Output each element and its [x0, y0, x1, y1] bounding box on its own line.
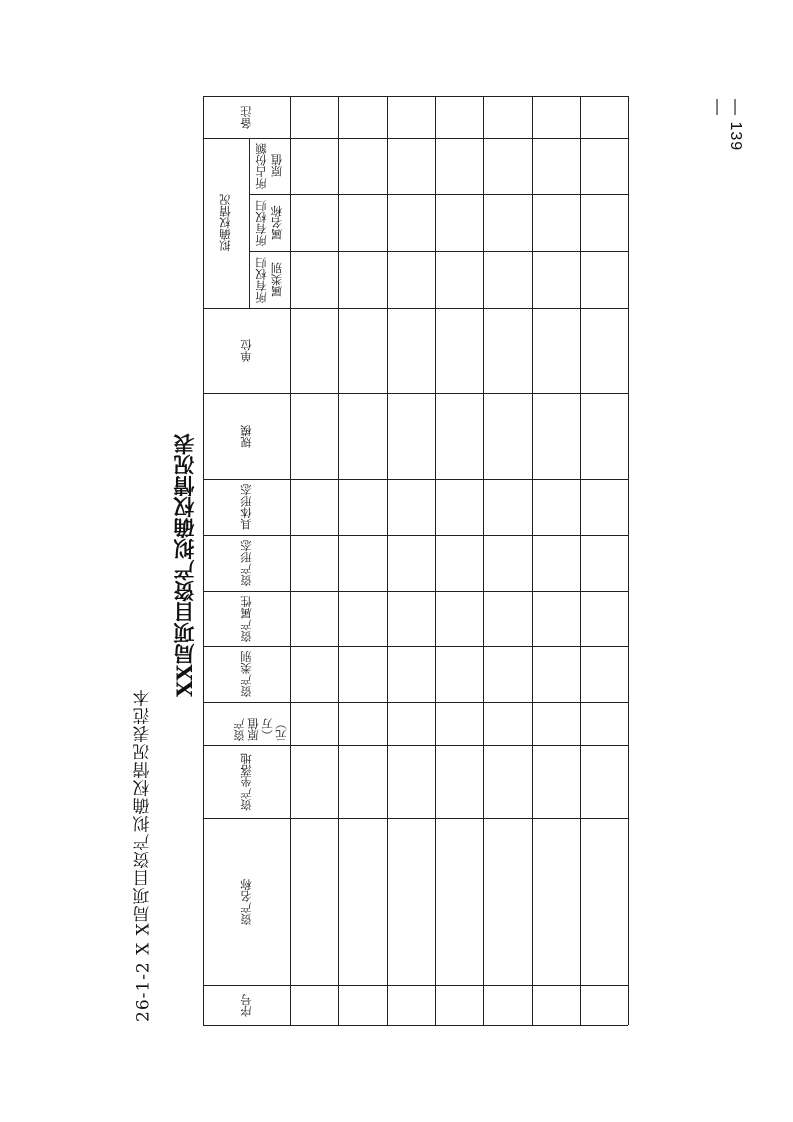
table-row — [338, 96, 387, 1025]
header-unit: 单位 — [238, 339, 253, 362]
header-ownership-type: 所有权归属类别 — [253, 256, 284, 303]
table-row — [483, 96, 532, 1025]
header-ownership-name: 所有权归属名称 — [253, 199, 284, 246]
header-asset-form: 资产形态 — [238, 540, 253, 586]
table-row — [532, 96, 580, 1025]
header-remarks: 备注 — [238, 105, 253, 129]
header-scale: 规模 — [238, 424, 253, 448]
header-seq: 序号 — [238, 993, 253, 1017]
header-ownership-group: 拟确权情况 — [218, 194, 233, 252]
document-title: XX局项目资产拟确权情况表 — [172, 433, 197, 697]
document-subtitle: 26-1-2 X X局项目资产拟确权情况表范本 — [133, 688, 154, 1022]
header-share-value: 所占份额原值 — [253, 143, 284, 189]
table-row — [580, 96, 628, 1025]
table-row — [387, 96, 435, 1025]
header-specific-form: 具体形态 — [238, 484, 253, 530]
page-number: — 139 — — [709, 99, 744, 152]
table-border-right — [628, 96, 629, 1025]
table-row — [290, 96, 338, 1025]
table-border-bottom — [203, 1025, 628, 1026]
header-asset-location: 资产坐落地 — [238, 752, 253, 811]
table-row — [435, 96, 483, 1025]
header-asset-name: 资产名称 — [238, 878, 253, 925]
header-asset-original-value: 资产原值（万元） — [231, 717, 288, 741]
header-asset-category: 资产类别 — [238, 651, 253, 697]
header-asset-attribute: 资产属性 — [238, 595, 253, 642]
